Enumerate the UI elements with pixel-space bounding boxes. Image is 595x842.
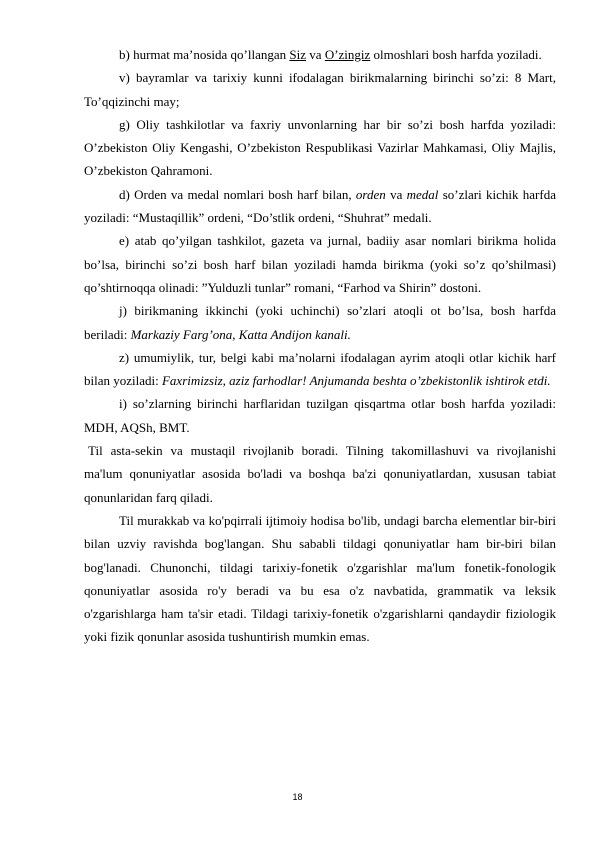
paragraph-e: e) atab qo’yilgan tashkilot, gazeta va jurnal, badiiy asar nomlari birikma holida bo’lsa, birinchi so’zi bosh harf bilan yoziladi hamda birikma (yoki so’z qo’shilmasi) qo’shtirnoqqa olinadi: ”Yulduzli tunlar” romani, “Farhod va Shirin” dostoni. (84, 233, 556, 295)
text: olmoshlari bosh harfda yoziladi. (370, 47, 542, 62)
text: va (306, 47, 325, 62)
paragraph-j (84, 299, 556, 346)
page-number: 18 (292, 792, 303, 802)
paragraph-i: i) so’zlarning birinchi harflaridan tuzilgan qisqartma otlar bosh harfda yoziladi: MDH, AQSh, BMT. (84, 396, 556, 435)
italic-example: Faxrimizsiz, aziz farhodlar! Anjumanda beshta o’zbekistonlik ishtirok etdi. (161, 373, 551, 389)
paragraph-z (84, 346, 556, 393)
paragraph-b (84, 43, 556, 66)
underlined-siz: Siz (289, 47, 307, 62)
text: so’zlari kichik harfda yoziladi: “Mustaqillik” ordeni, “Do’stlik ordeni, “Shuhrat” medali. (84, 186, 556, 226)
paragraph-d (84, 183, 556, 230)
italic-orden: orden (355, 186, 386, 202)
text: z) umumiylik, tur, belgi kabi ma’nolarni ifodalagan ayrim atoqli otlar kichik harf bilan yoziladi: (84, 349, 556, 389)
text: d) Orden va medal nomlari bosh harf bilan, (119, 186, 356, 202)
paragraph-til-1: Til asta-sekin va mustaqil rivojlanib boradi. Tilning takomillashuvi va rivojlanishi ma'lum qonuniyatlar asosida bo'ladi va boshqa ba'zi qonuniyatlardan, xususan tabiat qonunlaridan farq qiladi. (84, 443, 556, 505)
document-body (84, 43, 556, 649)
paragraph-til-2: Til murakkab va ko'pqirrali ijtimoiy hodisa bo'lib, undagi barcha elementlar bir-biri bilan uzviy ravishda bog'langan. Shu sababli tildagi qonuniyatlar ham bir-biri bilan bog'lanadi. Chunonchi, tildagi tarixiy-fonetik o'zgarishlar ma'lum fonetik-fonologik qonuniyatlar asosida ro'y beradi va bu esa o'z navbatida, grammatik va leksik o'zgarishlarga ham ta'sir etadi. Tildagi tarixiy-fonetik o'zgarishlarni qandaydir fiziologik yoki fizik qonunlar asosida tushuntirish mumkin emas. (84, 512, 556, 645)
text: va (385, 186, 407, 202)
underlined-ozingiz: O’zingiz (324, 47, 371, 62)
paragraph-g: g) Oliy tashkilotlar va faxriy unvonlarning har bir so’zi bosh harfda yoziladi: O’zbekiston Oliy Kengashi, O’zbekiston Respublikasi Vazirlar Mahkamasi, Oliy Majlis, O’zbekiston Qahramoni. (84, 116, 556, 179)
paragraph-v: v) bayramlar va tarixiy kunni ifodalagan birikmalarning birinchi so’zi: 8 Mart, To’qqizinchi may; (84, 70, 556, 109)
text: b) hurmat ma’nosida qo’llangan (119, 47, 290, 62)
italic-medal: medal (406, 186, 439, 202)
text: j) birikmaning ikkinchi (yoki uchinchi) so’zlari atoqli ot bo’lsa, bosh harfda beriladi: (84, 303, 556, 342)
italic-example: Markaziy Farg’ona, Katta Andijon kanali. (130, 326, 351, 342)
